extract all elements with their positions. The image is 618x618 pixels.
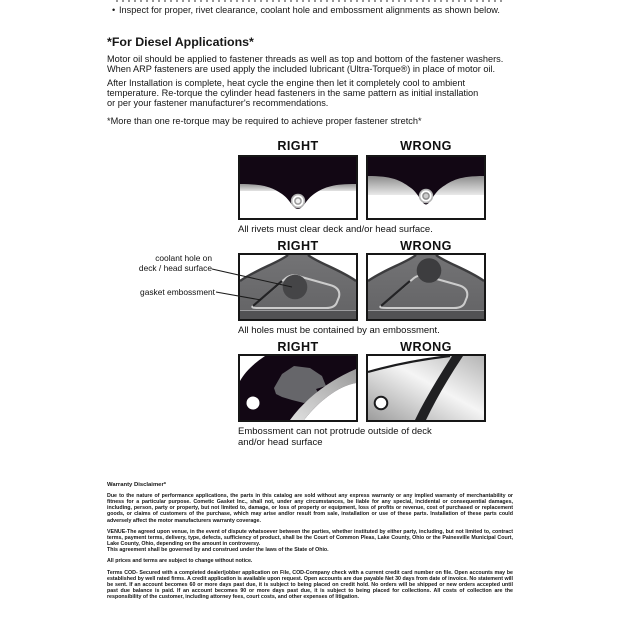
hole-outside-embossment-illustration <box>368 255 484 319</box>
diesel-para-1-line-2: When ARP fasteners are used apply the included lubricant (Ultra-Torque®) in place of motor oil. <box>107 63 496 74</box>
warranty-paragraph-terms-cod: Terms COD- Secured with a completed dealer/jobber application on File, COD-Company check with a current credit card number on file. Open accounts may be established by well rated firms. A credit application is available upon request. Open accounts are due payable Net 30 days from date of invoice. No statement will be sent. If an account becomes 60 or more days past due, it is subject to being placed on credit hold. No orders will be shipped or new orders accepted until past due balance is paid. If an account becomes 90 or more days past due, it is subject to being placed for collections. All costs of collection are the responsibility of the customer, including attorney fees, court costs, and other expenses of litigation. <box>107 569 513 601</box>
embossment-right-figure <box>238 354 358 422</box>
warranty-paragraph-governing-law: This agreement shall be governed by and construed under the laws of the State of Ohio. <box>107 547 329 554</box>
rivet-wrong-figure <box>366 155 486 220</box>
embossment-caption-line-1: Embossment can not protrude outside of deck <box>238 426 432 437</box>
coolant-wrong-label: WRONG <box>400 239 452 253</box>
coolant-wrong-figure <box>366 253 486 321</box>
coolant-hole-annotation <box>96 254 212 274</box>
diesel-para-2-line-2: temperature. Re-torque the cylinder head fasteners in the same pattern as initial installation <box>107 87 479 98</box>
inspect-note <box>112 6 500 16</box>
diesel-para-1-line-1: Motor oil should be applied to fastener threads as well as top and bottom of the fastener washers. <box>107 54 504 64</box>
diesel-para-2-line-3: or per your fastener manufacturer's recommendations. <box>107 97 329 108</box>
embossment-wrong-figure <box>366 354 486 422</box>
rivet-right-figure <box>238 155 358 220</box>
warranty-paragraph-prices: All prices and terms are subject to change without notice. <box>107 558 253 565</box>
inspect-note-text: Inspect for proper, rivet clearance, coolant hole and embossment alignments as shown below. <box>119 5 500 15</box>
rivet-overlap-deck-illustration <box>368 157 484 218</box>
retorque-note: *More than one re-torque may be required to achieve proper fastener stretch* <box>107 116 422 126</box>
warranty-paragraph-1: Due to the nature of performance applications, the parts in this catalog are sold without any express warranty or any implied warranty of merchantability or fitness for a particular purpose. Cometic Gasket Inc., shall not, under any circumstances, be liable for any special, incidental or consequential damages, including, person, party or property, but not limited to, damage, or loss of property or equipment, loss of profits or revenue, cost of purchased or replacement goods, or claims of customers of the purchase, which may arise and/or result from sale, installation or use of these parts. Installation of these parts could adversely affect the motor manufacturers warranty coverage. <box>107 493 513 524</box>
coolant-hole-annotation-line-1: coolant hole on <box>155 253 212 263</box>
embossment-caption <box>238 426 432 448</box>
clipped-text-remnant <box>116 0 504 2</box>
embossment-right-label: RIGHT <box>277 340 319 354</box>
embossment-protruding-illustration <box>368 356 484 420</box>
coolant-caption: All holes must be contained by an embossment. <box>238 325 440 336</box>
coolant-hole-annotation-line-2: deck / head surface <box>138 262 212 273</box>
rivet-right-label: RIGHT <box>277 139 319 153</box>
embossment-inside-deck-illustration <box>240 356 356 420</box>
diesel-para-1 <box>107 55 503 75</box>
warranty-title: Warranty Disclaimer* <box>107 482 167 488</box>
diesel-heading: *For Diesel Applications* <box>107 35 254 49</box>
coolant-right-label: RIGHT <box>277 239 319 253</box>
rivet-wrong-label: WRONG <box>400 139 452 153</box>
rivet-clear-deck-illustration <box>240 157 356 218</box>
warranty-section <box>107 482 513 605</box>
diesel-para-2 <box>107 79 478 108</box>
annotation-pointer-lines <box>203 262 298 304</box>
gasket-embossment-annotation: gasket embossment <box>140 287 215 297</box>
bullet-icon: • <box>112 5 116 15</box>
embossment-wrong-label: WRONG <box>400 340 452 354</box>
diesel-para-2-line-1: After Installation is complete, heat cycle the engine then let it completely cool to ambient <box>107 78 465 88</box>
rivet-caption: All rivets must clear deck and/or head surface. <box>238 224 433 235</box>
warranty-paragraph-venue: VENUE-The agreed upon venue, in the event of dispute whatsoever between the parties, whether instituted by either party, including, but not limited to, contract terms, payment terms, delivery, type, defects, sufficiency of product, shall be the Court of Common Pleas, Lake County, Ohio or the Painesville Municipal Court, Lake County, Ohio, depending on the amount in controversy. <box>107 528 513 548</box>
embossment-caption-line-2: and/or head surface <box>238 437 323 448</box>
